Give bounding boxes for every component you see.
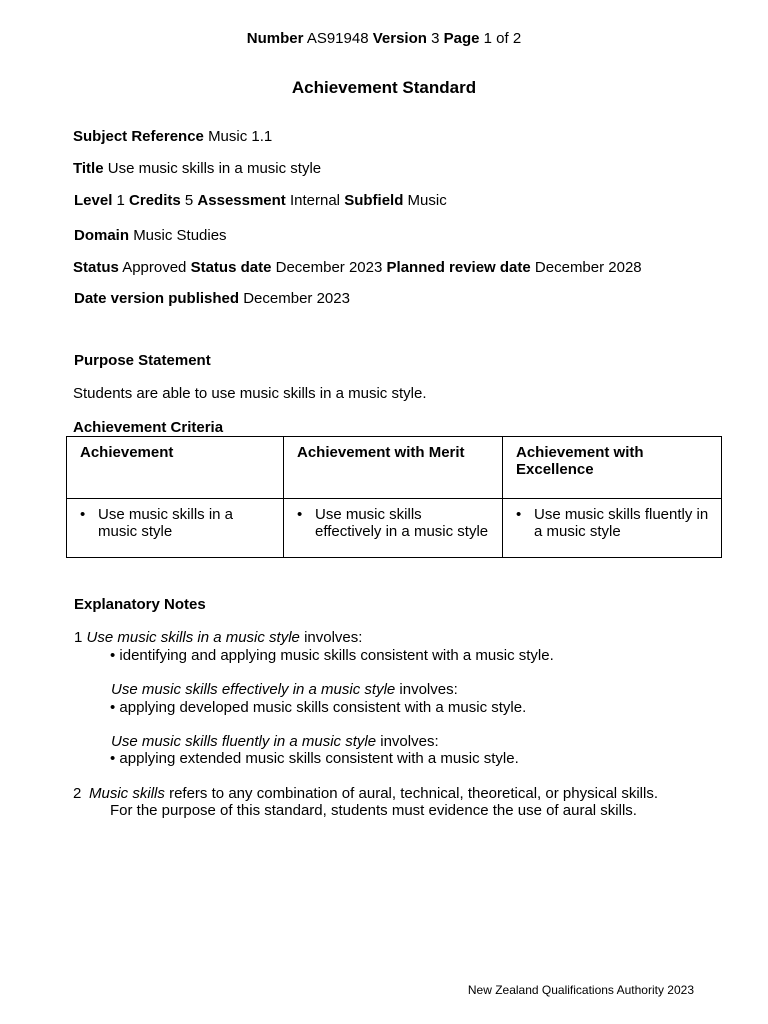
criterion-excellence: Use music skills fluently in a music style xyxy=(534,506,709,540)
column-header-merit: Achievement with Merit xyxy=(284,437,503,499)
note-2-text: refers to any combination of aural, technical, theoretical, or physical skills. For the purpose of this standard, students must evidence the use of aural skills. xyxy=(110,785,658,819)
note-1c-line xyxy=(111,733,439,750)
note-1-number: 1 xyxy=(74,629,83,646)
column-header-achievement: Achievement xyxy=(67,437,284,499)
note-1-suffix: involves: xyxy=(299,629,363,646)
status-label: Status xyxy=(73,259,119,276)
assessment-label: Assessment xyxy=(197,192,286,209)
note-1b-line xyxy=(111,681,458,698)
subject-reference-value: Music 1.1 xyxy=(208,128,273,145)
number-label: Number xyxy=(246,30,304,47)
subject-reference-label: Subject Reference xyxy=(73,128,204,145)
footer-text: New Zealand Qualifications Authority 2023 xyxy=(467,983,694,997)
bullet: • xyxy=(516,506,522,523)
subfield-value: Music xyxy=(407,192,447,209)
note-1-bullet: • identifying and applying music skills consistent with a music style. xyxy=(110,647,554,664)
purpose-heading: Purpose Statement xyxy=(74,352,211,369)
subject-reference-row xyxy=(73,128,272,145)
level-value: 1 xyxy=(116,192,125,209)
note-1c-bullet: • applying extended music skills consistent with a music style. xyxy=(110,750,519,767)
achievement-criteria-table xyxy=(66,436,722,558)
domain-label: Domain xyxy=(74,227,130,244)
note-2-block xyxy=(89,785,658,819)
criteria-cell-excellence xyxy=(503,499,722,558)
page-footer xyxy=(0,983,694,997)
note-1b-term: Use music skills effectively in a music style xyxy=(111,681,396,698)
published-value: December 2023 xyxy=(243,290,350,307)
number-value: AS91948 xyxy=(306,30,369,47)
note-1-term: Use music skills in a music style xyxy=(86,629,300,646)
bullet: • xyxy=(297,506,303,523)
criterion-merit: Use music skills effectively in a music style xyxy=(315,506,489,540)
version-label: Version xyxy=(372,30,427,47)
published-label: Date version published xyxy=(74,290,240,307)
published-row xyxy=(74,290,350,307)
page-value: 1 of 2 xyxy=(483,30,522,47)
level-row xyxy=(74,192,447,209)
title-row xyxy=(73,160,321,177)
credits-value: 5 xyxy=(184,192,194,209)
criteria-header-row xyxy=(67,437,722,499)
subfield-label: Subfield xyxy=(344,192,404,209)
level-label: Level xyxy=(74,192,113,209)
note-1-line xyxy=(74,629,362,646)
version-value: 3 xyxy=(431,30,440,47)
criteria-heading: Achievement Criteria xyxy=(73,419,224,436)
assessment-value: Internal xyxy=(289,192,341,209)
note-1b-suffix: involves: xyxy=(395,681,458,698)
title-value: Use music skills in a music style xyxy=(107,160,322,177)
note-1c-term: Use music skills fluently in a music style xyxy=(111,733,377,750)
status-date-value: December 2023 xyxy=(275,259,383,276)
column-header-excellence: Achievement with Excellence xyxy=(503,437,722,499)
document-title: Achievement Standard xyxy=(291,78,477,97)
document-header xyxy=(0,30,768,47)
status-value: Approved xyxy=(122,259,187,276)
status-row xyxy=(73,259,642,276)
criteria-cell-merit xyxy=(284,499,503,558)
credits-label: Credits xyxy=(129,192,181,209)
notes-heading: Explanatory Notes xyxy=(74,596,206,613)
domain-row xyxy=(74,227,227,244)
note-1b-bullet: • applying developed music skills consistent with a music style. xyxy=(110,699,527,716)
note-2-term: Music skills xyxy=(89,785,165,802)
domain-value: Music Studies xyxy=(133,227,227,244)
criteria-row xyxy=(67,499,722,558)
bullet: • xyxy=(80,506,86,523)
page-label: Page xyxy=(443,30,480,47)
status-date-label: Status date xyxy=(190,259,272,276)
planned-review-label: Planned review date xyxy=(386,259,531,276)
title-label: Title xyxy=(73,160,104,177)
planned-review-value: December 2028 xyxy=(534,259,642,276)
criteria-cell-achievement xyxy=(67,499,284,558)
note-2-number: 2 xyxy=(73,785,82,802)
purpose-text: Students are able to use music skills in a music style. xyxy=(73,385,427,402)
criterion-achievement: Use music skills in a music style xyxy=(98,506,234,540)
note-1c-suffix: involves: xyxy=(376,733,439,750)
